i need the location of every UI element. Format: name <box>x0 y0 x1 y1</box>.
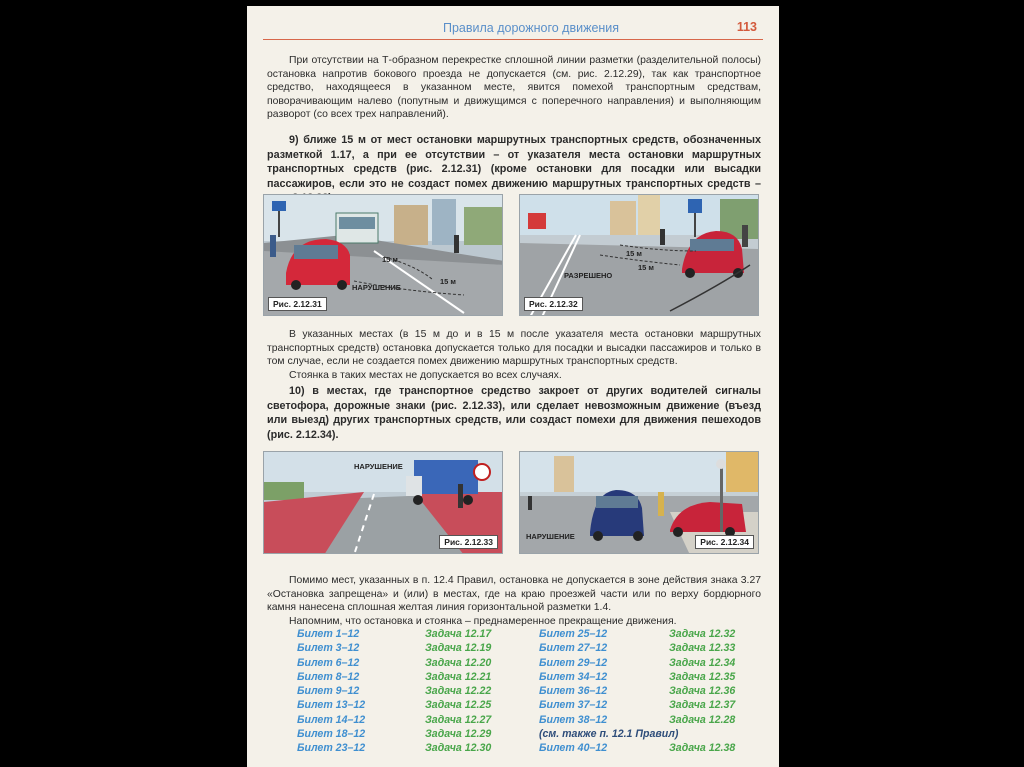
paragraph-bus-stop-text: В указанных местах (в 15 м до и в 15 м после указателя места остановки маршрутных транспортных средств) остановка допускается только для посадки и высадки пассажиров и только в том случае, если не создается помех движению маршрутных транспортных средств. <box>267 329 761 368</box>
ticket-number: Билет 6–12 <box>297 656 360 669</box>
distance-label: 15 м <box>638 263 654 272</box>
figure-caption: Рис. 2.12.33 <box>439 535 498 549</box>
paragraph-reminder: Напомним, что остановка и стоянка – преднамеренное прекращение движения. <box>289 615 677 627</box>
ticket-number: Билет 1–12 <box>297 628 360 640</box>
ticket-row <box>297 657 757 671</box>
task-number: Задача 12.30 <box>425 742 492 755</box>
violation-label: НАРУШЕНИЕ <box>354 462 403 471</box>
task-number: Задача 12.34 <box>669 656 736 669</box>
distance-label: 15 м <box>440 277 456 286</box>
allowed-label: РАЗРЕШЕНО <box>564 271 613 280</box>
ticket-number: Билет 38–12 <box>539 713 608 726</box>
task-number: Задача 12.28 <box>669 713 736 726</box>
ticket-number: Билет 25–12 <box>539 628 608 640</box>
ticket-number: Билет 40–12 <box>539 742 608 755</box>
task-number: Задача 12.33 <box>669 642 736 655</box>
book-page <box>247 6 779 767</box>
task-number: Задача 12.38 <box>669 742 736 755</box>
rule-item-10-text: 10) в местах, где транспортное средство закроет от других водителей сигналы светофора, дорожные знаки (рис. 2.12.33), или сделает невозможным движение (въезд или выезд) других транспортных средств, или создаст помехи для движения пешеходов (рис. 2.12.34). <box>267 385 761 441</box>
paragraph-intro <box>267 54 761 122</box>
task-number: Задача 12.35 <box>669 670 736 683</box>
ticket-row <box>297 628 757 642</box>
rule-item-9-text: 9) ближе 15 м от мест остановки маршрутных транспортных средств, обозначенных разметкой 1.17, а при ее отсутствии – от указателя места остановки маршрутных транспортных средств (рис. 2.12.31) (кроме остановки для посадки или высадки пассажиров, если это не создаст помех движению маршрутных транспортных средств – <box>267 134 761 190</box>
task-number: Задача 12.36 <box>669 685 736 698</box>
ticket-row <box>297 714 757 728</box>
ticket-number: (см. также п. 12.1 Правил) <box>539 728 679 741</box>
ticket-row <box>297 699 757 713</box>
figure-caption: Рис. 2.12.31 <box>268 297 327 311</box>
ticket-number: Билет 37–12 <box>539 699 608 712</box>
ticket-number: Билет 14–12 <box>297 713 366 726</box>
ticket-number: Билет 8–12 <box>297 670 360 683</box>
task-number: Задача 12.22 <box>425 685 492 698</box>
distance-label: 15 м <box>626 249 642 258</box>
ticket-number: Билет 29–12 <box>539 656 608 669</box>
task-number: Задача 12.37 <box>669 699 736 712</box>
ticket-number: Билет 9–12 <box>297 685 360 698</box>
figure-caption: Рис. 2.12.32 <box>524 297 583 311</box>
ticket-row <box>297 671 757 685</box>
distance-label: 15 м <box>382 255 398 264</box>
header-title: Правила дорожного движения <box>443 21 620 35</box>
violation-label: НАРУШЕНИЕ <box>526 532 575 541</box>
page-header <box>263 18 763 40</box>
task-number: Задача 12.25 <box>425 699 492 712</box>
paragraph-bus-stop <box>267 328 761 382</box>
ticket-row <box>297 685 757 699</box>
ticket-number: Билет 36–12 <box>539 685 608 698</box>
rule-item-10 <box>267 384 761 442</box>
paragraph-sign-327: Помимо мест, указанных в п. 12.4 Правил, остановка не допускается в зоне действия знака 3.27 «Остановка запрещена» и (или) в местах, где на краю проезжей части или по верху бордюрного камня нанесена сплошная желтая линия горизонтальной разметки 1.4. <box>267 575 761 614</box>
task-number: Задача 12.19 <box>425 642 492 655</box>
ticket-number: Билет 23–12 <box>297 742 366 755</box>
task-number: Задача 12.21 <box>425 670 492 683</box>
figure-caption: Рис. 2.12.34 <box>695 535 754 549</box>
ticket-number: Билет 34–12 <box>539 670 608 683</box>
paragraph-extra <box>267 574 761 628</box>
task-number: Задача 12.29 <box>425 728 492 741</box>
ticket-row <box>297 742 757 756</box>
paragraph-t-intersection: При отсутствии на Т-образном перекрестке сплошной линии разметки (разделительной полосы) остановка напротив бокового проезда не допускается (см. рис. 2.12.29), так как транспортное средство, находящееся в указанном месте, явится помехой транспортным средствам, поворачивающим налево (попутным и движущимся с поперечного направления) и выполняющим разворот (со всех трех направлений). <box>267 55 761 121</box>
task-number: Задача 12.17 <box>425 628 492 640</box>
figure-2-12-34 <box>519 451 759 554</box>
ticket-number: Билет 18–12 <box>297 728 366 741</box>
figure-2-12-31 <box>263 194 503 316</box>
ticket-number: Билет 13–12 <box>297 699 366 712</box>
ticket-row <box>297 728 757 742</box>
task-number: Задача 12.32 <box>669 628 736 640</box>
ticket-number: Билет 27–12 <box>539 642 608 655</box>
figure-2-12-32 <box>519 194 759 316</box>
task-number: Задача 12.20 <box>425 656 492 669</box>
paragraph-parking-text: Стоянка в таких местах не допускается во всех случаях. <box>289 369 562 381</box>
page-number: 113 <box>736 20 757 34</box>
figure-2-12-33 <box>263 451 503 554</box>
ticket-reference-list <box>297 628 757 757</box>
violation-label: НАРУШЕНИЕ <box>352 283 401 292</box>
ticket-number: Билет 3–12 <box>297 642 360 655</box>
task-number: Задача 12.27 <box>425 713 492 726</box>
ticket-row <box>297 642 757 656</box>
